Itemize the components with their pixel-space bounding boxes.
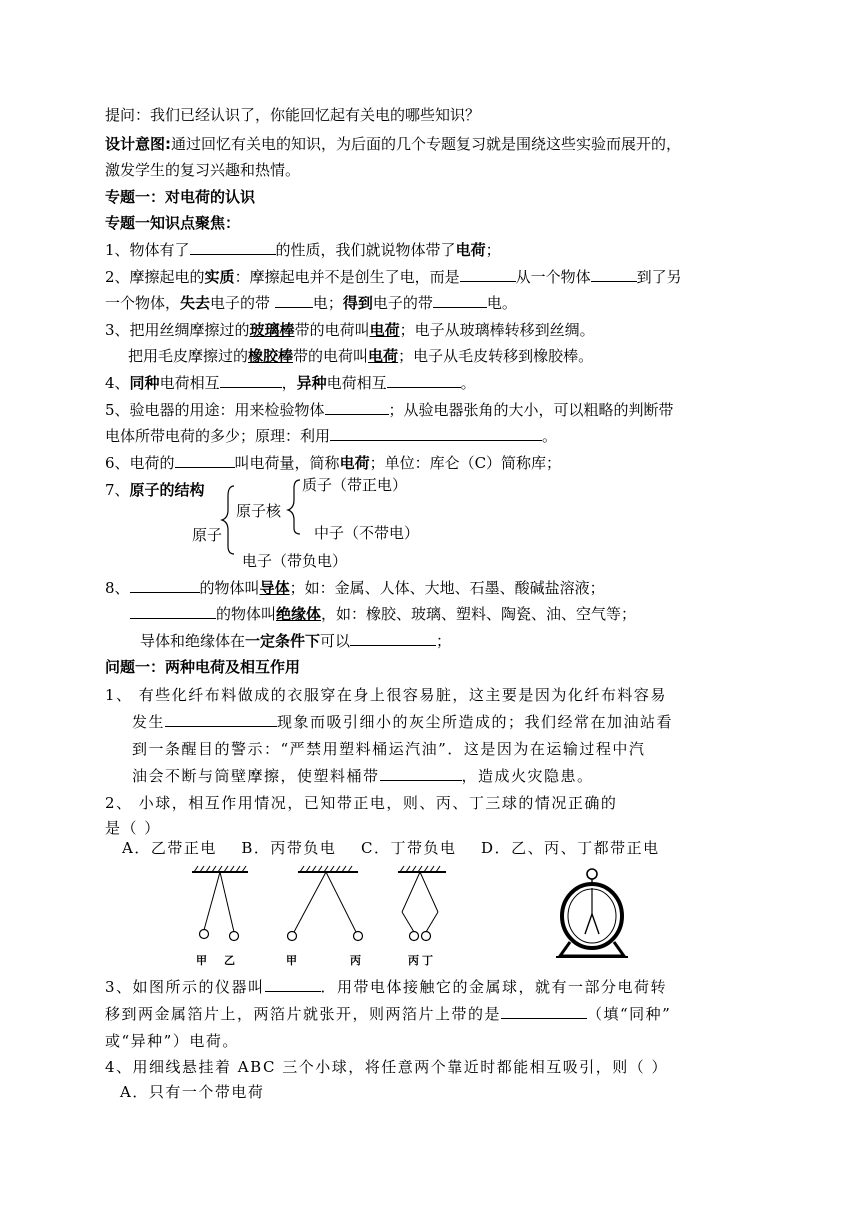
q2-options bbox=[122, 837, 660, 859]
blank-5a[interactable] bbox=[325, 399, 389, 415]
figure-1 bbox=[192, 866, 248, 967]
point-8-insulator: 绝缘体 bbox=[276, 605, 322, 623]
point-1 bbox=[105, 239, 501, 261]
point-1-text-b: 的性质，我们就说物体带了 bbox=[275, 241, 456, 259]
design-intent-text: 通过回忆有关电的知识，为后面的几个专题复习就是围绕这些实验而展开的， bbox=[171, 135, 682, 153]
point-8-text-e: 的物体叫 bbox=[216, 605, 277, 623]
point-6 bbox=[105, 452, 561, 474]
point-2-text-h: 电子的带 bbox=[210, 294, 275, 312]
point-3-charge-2: 电荷 bbox=[368, 347, 399, 365]
point-5-line-2 bbox=[105, 425, 557, 447]
pendulum-figures bbox=[180, 862, 450, 972]
figure-2 bbox=[286, 866, 363, 967]
q2-option-b[interactable]: B．丙带负电 bbox=[241, 839, 337, 857]
point-3-text-f: 把用毛皮摩擦过的 bbox=[128, 347, 249, 365]
intro-question: 提问：我们已经认识了，你能回忆起有关电的哪些知识？ bbox=[105, 106, 481, 124]
q2-option-d[interactable]: D．乙、丙、丁都带正电 bbox=[481, 839, 660, 857]
fig2-label-b: 丙 bbox=[350, 954, 361, 967]
q4-line-1: 4、用细线悬挂着 ABC 三个小球，将任意两个靠近时都能相互吸引，则（ ） bbox=[105, 1058, 668, 1076]
topic1-title: 专题一：对电荷的认识 bbox=[105, 188, 256, 206]
point-1-bold-charge: 电荷 bbox=[455, 241, 486, 259]
point-8-number: 8、 bbox=[105, 579, 130, 597]
point-6-text-b: 叫电荷量，简称 bbox=[234, 454, 340, 472]
point-8-line-1 bbox=[105, 577, 605, 599]
atom-structure-title: 原子的结构 bbox=[129, 481, 205, 499]
fig1-label-b: 乙 bbox=[224, 954, 235, 967]
blank-q3a[interactable] bbox=[265, 976, 321, 992]
blank-2d[interactable] bbox=[433, 292, 487, 308]
point-3-rubber-rod: 橡胶棒 bbox=[248, 347, 294, 365]
q1-line-2 bbox=[132, 711, 673, 733]
fig2-label-a: 甲 bbox=[286, 954, 297, 967]
q3-text-c: 移到两金属箔片上，两箔片就张开，则两箔片上带的是 bbox=[105, 1005, 502, 1023]
fig3-label-b: 丁 bbox=[422, 954, 433, 967]
point-8-line-3 bbox=[140, 630, 451, 652]
point-4-text-d: ， bbox=[281, 374, 297, 392]
point-8-certain-condition: 一定条件下 bbox=[245, 632, 321, 650]
point-8-conductor: 导体 bbox=[259, 579, 290, 597]
point-2-line-1 bbox=[105, 266, 682, 288]
problem1-title: 问题一：两种电荷及相互作用 bbox=[105, 658, 301, 676]
point-2-bold-gain: 得到 bbox=[342, 294, 373, 312]
design-intent-line-2: 激发学生的复习兴趣和热情。 bbox=[105, 161, 301, 179]
point-2-text-d: 从一个物体 bbox=[515, 268, 591, 286]
point-2-bold-essence: 实质 bbox=[204, 268, 235, 286]
q3-line-3: 或“异种”）电荷。 bbox=[105, 1032, 239, 1050]
point-5-text-c: 电体所带电荷的多少；原理：利用 bbox=[105, 427, 331, 445]
atom-label: 原子 bbox=[192, 526, 223, 544]
point-5-text-a: 5、验电器的用途：用来检验物体 bbox=[105, 401, 325, 419]
blank-2b[interactable] bbox=[591, 266, 637, 282]
point-8-text-g: ，如：橡胶、玻璃、塑料、陶瓷、油、空气等； bbox=[321, 605, 637, 623]
q4-option-a[interactable]: A．只有一个带电荷 bbox=[120, 1083, 265, 1101]
point-8-text-h: 导体和绝缘体在 bbox=[140, 632, 246, 650]
q1-line-4 bbox=[132, 765, 594, 787]
point-1-text-a: 1、物体有了 bbox=[105, 241, 190, 259]
point-2-text-f: 一个物体， bbox=[105, 294, 181, 312]
blank-2a[interactable] bbox=[460, 266, 516, 282]
atom-structure-braces bbox=[220, 476, 310, 566]
point-6-bold-charge: 电荷 bbox=[339, 454, 370, 472]
point-3-glass-rod: 玻璃棒 bbox=[249, 321, 295, 339]
point-2-text-e: 到了另 bbox=[636, 268, 682, 286]
point-7-number: 7、 bbox=[105, 481, 130, 499]
q2-line-1: 2、 小球，相互作用情况，已知带正电，则、丙、丁三球的情况正确的 bbox=[105, 794, 618, 812]
point-8-text-k: ； bbox=[436, 632, 452, 650]
point-2-text-k: 电子的带 bbox=[372, 294, 433, 312]
design-intent-line-1 bbox=[105, 133, 681, 155]
blank-2c[interactable] bbox=[275, 292, 313, 308]
blank-q3b[interactable] bbox=[501, 1003, 587, 1019]
blank-1[interactable] bbox=[190, 239, 276, 255]
point-7-title bbox=[105, 479, 205, 501]
point-2-line-2 bbox=[105, 292, 517, 314]
q1-line-1: 1、 有些化纤布料做成的衣服穿在身上很容易脏，这主要是因为化纤布料容易 bbox=[105, 686, 667, 704]
point-4-same-kind: 同种 bbox=[129, 374, 160, 392]
point-3-charge-1: 电荷 bbox=[369, 321, 400, 339]
point-2-text-c: ：摩擦起电并不是创生了电，而是 bbox=[234, 268, 460, 286]
electron-label: 电子（带负电） bbox=[242, 552, 348, 570]
point-3-line-2 bbox=[128, 345, 593, 367]
q3-line-2 bbox=[105, 1003, 671, 1025]
point-2-text-i: 电； bbox=[312, 294, 343, 312]
point-2-text-a: 2、摩擦起电的 bbox=[105, 268, 205, 286]
point-4-text-f: 电荷相互 bbox=[326, 374, 387, 392]
point-8-text-b: 的物体叫 bbox=[199, 579, 260, 597]
q3-text-d: （填“同种” bbox=[587, 1005, 672, 1023]
point-4-text-c: 电荷相互 bbox=[159, 374, 220, 392]
topic1-focus-title: 专题一知识点聚焦： bbox=[105, 214, 241, 232]
blank-4b[interactable] bbox=[387, 372, 461, 388]
blank-5b[interactable] bbox=[330, 425, 542, 441]
point-3-text-e: ；电子从玻璃棒转移到丝绸。 bbox=[399, 321, 595, 339]
point-4-text-a: 4、 bbox=[105, 374, 130, 392]
q3-text-a: 3、如图所示的仪器叫 bbox=[105, 978, 265, 996]
point-3-line-1 bbox=[105, 319, 595, 341]
fig3-label-a: 丙 bbox=[408, 954, 419, 967]
point-3-text-j: ；电子从毛皮转移到橡胶棒。 bbox=[398, 347, 594, 365]
proton-label: 质子（带正电） bbox=[302, 476, 408, 494]
design-intent-label: 设计意图: bbox=[105, 135, 171, 153]
point-5-text-b: ；从验电器张角的大小，可以粗略的判断带 bbox=[388, 401, 674, 419]
q2-option-c[interactable]: C．丁带负电 bbox=[361, 839, 457, 857]
q1-text-c: 现象而吸引细小的灰尘所造成的；我们经常在加油站看 bbox=[277, 713, 674, 731]
blank-q1b[interactable] bbox=[380, 765, 462, 781]
electroscope-figure bbox=[552, 864, 632, 964]
point-8-line-2 bbox=[130, 603, 636, 625]
point-2-text-l: 电。 bbox=[486, 294, 517, 312]
point-1-text-d: ； bbox=[485, 241, 501, 259]
q1-text-e: 油会不断与筒壁摩擦，使塑料桶带 bbox=[132, 767, 380, 785]
point-8-text-j: 可以 bbox=[320, 632, 351, 650]
blank-q1a[interactable] bbox=[165, 711, 277, 727]
q1-text-f: ，造成火灾隐患。 bbox=[461, 767, 594, 785]
point-4 bbox=[105, 372, 476, 394]
q3-line-1 bbox=[105, 976, 667, 998]
point-8-text-d: ；如：金属、人体、大地、石墨、酸碱盐溶液； bbox=[289, 579, 605, 597]
point-5-text-d: 。 bbox=[542, 427, 558, 445]
q2-line-2: 是（ ） bbox=[105, 819, 161, 837]
point-4-text-g: 。 bbox=[460, 374, 476, 392]
figure-3 bbox=[398, 866, 446, 967]
q2-option-a[interactable]: A．乙带正电 bbox=[122, 839, 217, 857]
q3-text-b: ．用带电体接触它的金属球，就有一部分电荷转 bbox=[320, 978, 668, 996]
nucleus-label: 原子核 bbox=[236, 502, 282, 520]
blank-4a[interactable] bbox=[220, 372, 282, 388]
fig1-label-a: 甲 bbox=[196, 954, 207, 967]
point-2-bold-lose: 失去 bbox=[180, 294, 211, 312]
point-6-text-d: ；单位：库仑（C）简称库； bbox=[369, 454, 562, 472]
point-3-text-h: 带的电荷叫 bbox=[293, 347, 369, 365]
q1-line-3: 到一条醒目的警示：“严禁用塑料桶运汽油”．这是因为在运输过程中汽 bbox=[132, 740, 646, 758]
point-5-line-1 bbox=[105, 399, 674, 421]
neutron-label: 中子（不带电） bbox=[314, 524, 420, 542]
q1-text-b: 发生 bbox=[132, 713, 166, 731]
point-3-text-c: 带的电荷叫 bbox=[294, 321, 370, 339]
blank-8b[interactable] bbox=[130, 603, 216, 619]
point-6-text-a: 6、电荷的 bbox=[105, 454, 175, 472]
point-4-diff-kind: 异种 bbox=[296, 374, 327, 392]
blank-8c[interactable] bbox=[350, 630, 436, 646]
blank-6[interactable] bbox=[175, 452, 235, 468]
point-3-text-a: 3、把用丝绸摩擦过的 bbox=[105, 321, 250, 339]
blank-8a[interactable] bbox=[130, 577, 200, 593]
